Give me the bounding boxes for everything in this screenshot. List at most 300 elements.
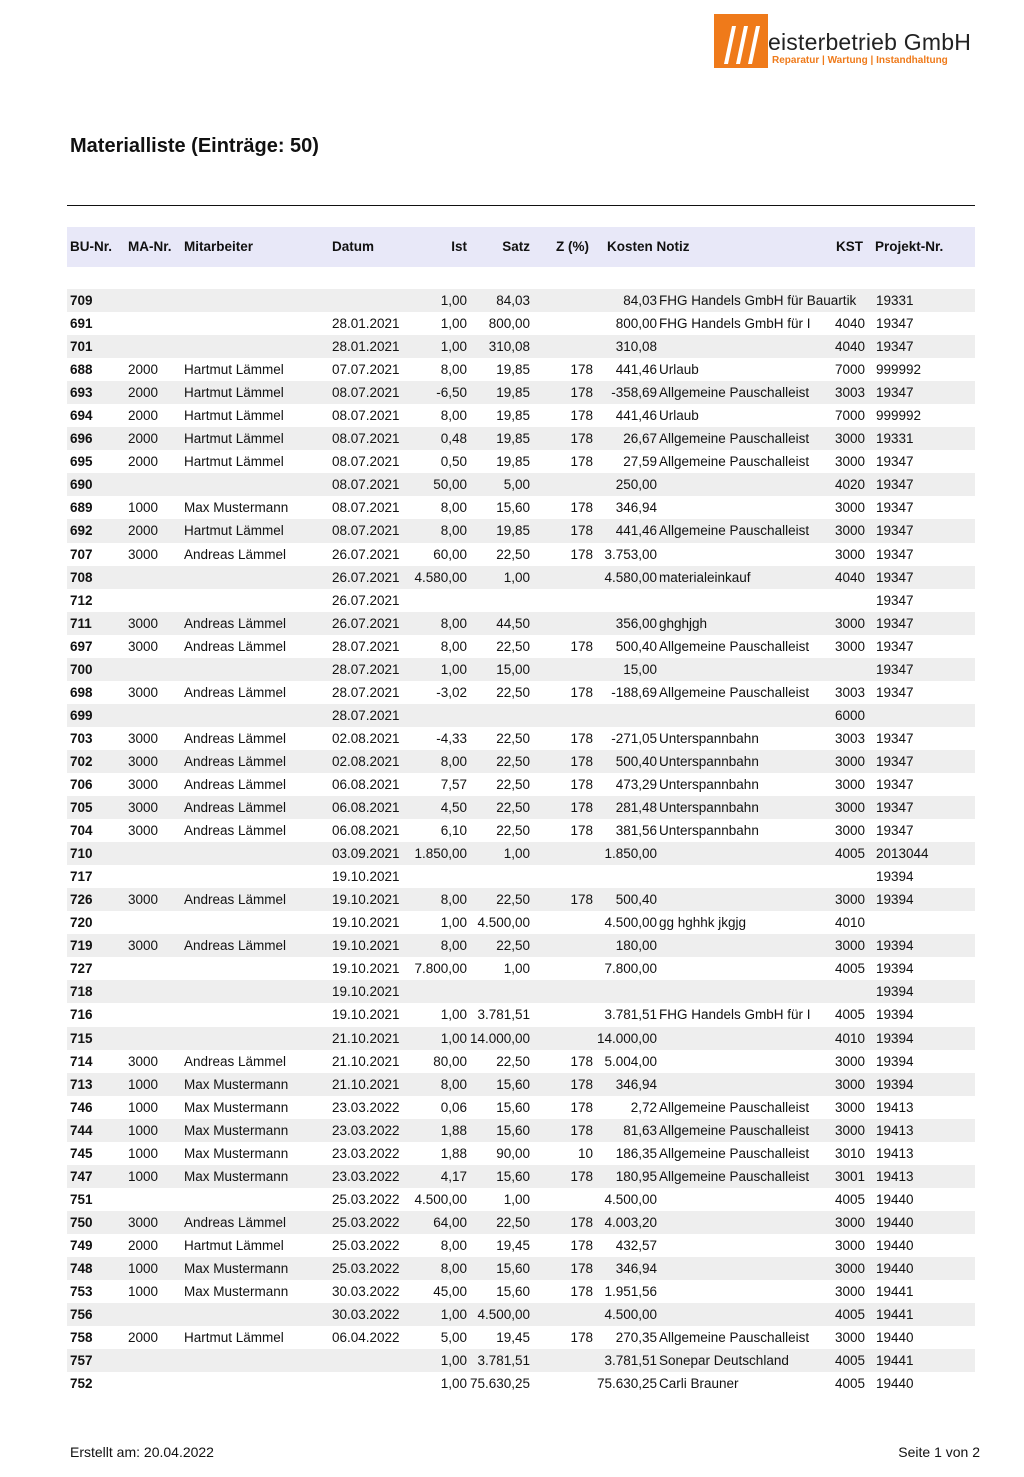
table-row — [67, 1027, 975, 1050]
cell-ist: 7,57 — [440, 776, 467, 792]
cell-notiz: FHG Handels GmbH für I — [659, 316, 811, 332]
cell-datum: 28.07.2021 — [332, 638, 400, 654]
cell-ma-nr: 3000 — [128, 546, 159, 562]
cell-ist: 1,00 — [440, 915, 467, 931]
cell-bu-nr: 700 — [70, 661, 93, 677]
cell-kst: 3000 — [835, 938, 866, 954]
cell-ma-nr: 3000 — [128, 730, 159, 746]
cell-mitarbeiter: Andreas Lämmel — [184, 684, 287, 700]
cell-kosten: 4.500,00 — [604, 915, 657, 931]
cell-ma-nr: 2000 — [128, 362, 159, 378]
cell-kst: 3003 — [835, 730, 866, 746]
cell-datum: 19.10.2021 — [332, 961, 400, 977]
cell-mitarbeiter: Hartmut Lämmel — [184, 408, 284, 424]
cell-mitarbeiter: Andreas Lämmel — [184, 753, 287, 769]
cell-projekt-nr: 19394 — [876, 1053, 914, 1069]
table-row — [67, 358, 975, 381]
cell-ist: 8,00 — [440, 892, 467, 908]
cell-z-percent: 178 — [570, 1284, 593, 1300]
cell-datum: 21.10.2021 — [332, 1030, 400, 1046]
cell-kst: 4005 — [835, 961, 866, 977]
cell-ma-nr: 2000 — [128, 385, 159, 401]
cell-satz: 19,85 — [496, 454, 530, 470]
cell-datum: 06.04.2022 — [332, 1330, 400, 1346]
cell-z-percent: 178 — [570, 730, 593, 746]
cell-projekt-nr: 19347 — [876, 800, 914, 816]
cell-kst: 4005 — [835, 1307, 866, 1323]
cell-datum: 21.10.2021 — [332, 1053, 400, 1069]
cell-ist: 1,00 — [440, 316, 467, 332]
cell-mitarbeiter: Andreas Lämmel — [184, 938, 287, 954]
cell-ist: 1,00 — [440, 1007, 467, 1023]
cell-ist: 4,17 — [440, 1168, 467, 1184]
cell-bu-nr: 694 — [70, 408, 93, 424]
cell-satz: 19,85 — [496, 431, 530, 447]
cell-kosten: 346,94 — [615, 1076, 657, 1092]
cell-kosten: 356,00 — [615, 615, 657, 631]
cell-ma-nr: 3000 — [128, 776, 159, 792]
cell-satz: 15,60 — [496, 1168, 530, 1184]
cell-bu-nr: 718 — [70, 984, 93, 1000]
cell-satz: 14.000,00 — [469, 1030, 530, 1046]
document-title: Materialliste (Einträge: 50) — [70, 135, 319, 157]
col-datum: Datum — [332, 239, 375, 254]
cell-kst: 3000 — [835, 1214, 866, 1230]
col-satz: Satz — [502, 239, 530, 254]
cell-datum: 08.07.2021 — [332, 523, 400, 539]
cell-mitarbeiter: Max Mustermann — [184, 1260, 289, 1276]
cell-z-percent: 178 — [570, 1122, 593, 1138]
cell-kst: 4005 — [835, 1376, 866, 1392]
table-row — [67, 496, 975, 519]
cell-datum: 23.03.2022 — [332, 1122, 400, 1138]
table-row — [67, 543, 975, 566]
cell-projekt-nr: 19331 — [876, 431, 914, 447]
cell-datum: 07.07.2021 — [332, 362, 400, 378]
cell-kst: 4005 — [835, 1191, 866, 1207]
cell-datum: 08.07.2021 — [332, 408, 400, 424]
cell-bu-nr: 699 — [70, 707, 93, 723]
cell-ma-nr: 1000 — [128, 1099, 159, 1115]
table-row — [67, 1257, 975, 1280]
cell-kosten: 14.000,00 — [596, 1030, 657, 1046]
cell-projekt-nr: 19441 — [876, 1284, 914, 1300]
cell-projekt-nr: 19347 — [876, 477, 914, 493]
col-z-percent: Z (%) — [556, 239, 589, 254]
cell-mitarbeiter: Hartmut Lämmel — [184, 1330, 284, 1346]
cell-bu-nr: 698 — [70, 684, 93, 700]
cell-kst: 3000 — [835, 892, 866, 908]
cell-bu-nr: 748 — [70, 1260, 93, 1276]
cell-datum: 25.03.2022 — [332, 1260, 400, 1276]
cell-z-percent: 178 — [570, 823, 593, 839]
cell-ist: 8,00 — [440, 615, 467, 631]
table-row — [67, 1050, 975, 1073]
cell-notiz: Sonepar Deutschland — [659, 1353, 789, 1369]
cell-projekt-nr: 19347 — [876, 592, 914, 608]
cell-satz: 4.500,00 — [477, 915, 530, 931]
cell-notiz: Allgemeine Pauschalleist — [659, 1122, 810, 1138]
cell-notiz: gg hghhk jkgjg — [659, 915, 747, 931]
cell-notiz: Allgemeine Pauschalleist — [659, 454, 810, 470]
cell-kst: 7000 — [835, 408, 866, 424]
cell-satz: 1,00 — [503, 569, 530, 585]
cell-kosten: 75.630,25 — [596, 1376, 657, 1392]
cell-notiz: Allgemeine Pauschalleist — [659, 1145, 810, 1161]
cell-projekt-nr: 19440 — [876, 1330, 914, 1346]
cell-bu-nr: 713 — [70, 1076, 93, 1092]
cell-ma-nr: 2000 — [128, 1330, 159, 1346]
cell-kosten: 346,94 — [615, 500, 657, 516]
cell-notiz: Unterspannbahn — [659, 823, 759, 839]
cell-bu-nr: 709 — [70, 293, 93, 308]
table-row — [67, 819, 975, 842]
cell-notiz: Allgemeine Pauschalleist — [659, 638, 810, 654]
cell-satz: 22,50 — [496, 638, 530, 654]
cell-kst: 3000 — [835, 1076, 866, 1092]
cell-bu-nr: 753 — [70, 1284, 93, 1300]
cell-datum: 28.07.2021 — [332, 661, 400, 677]
cell-ma-nr: 1000 — [128, 1260, 159, 1276]
cell-datum: 06.08.2021 — [332, 776, 400, 792]
cell-bu-nr: 757 — [70, 1353, 93, 1369]
cell-kosten: 441,46 — [615, 523, 657, 539]
cell-ist: 1.850,00 — [414, 846, 467, 862]
cell-datum: 08.07.2021 — [332, 500, 400, 516]
table-row — [67, 381, 975, 404]
table-row — [67, 1349, 975, 1372]
cell-mitarbeiter: Andreas Lämmel — [184, 823, 287, 839]
cell-satz: 5,00 — [503, 477, 530, 493]
cell-projekt-nr: 19347 — [876, 546, 914, 562]
cell-projekt-nr: 19394 — [876, 892, 914, 908]
cell-projekt-nr: 19347 — [876, 661, 914, 677]
cell-projekt-nr: 19347 — [876, 569, 914, 585]
cell-bu-nr: 708 — [70, 569, 93, 585]
cell-satz: 22,50 — [496, 1053, 530, 1069]
cell-z-percent: 178 — [570, 1260, 593, 1276]
table-row — [67, 519, 975, 542]
cell-datum: 23.03.2022 — [332, 1145, 400, 1161]
table-row — [67, 681, 975, 704]
cell-satz: 310,08 — [488, 339, 530, 355]
cell-mitarbeiter: Andreas Lämmel — [184, 800, 287, 816]
cell-bu-nr: 705 — [70, 800, 93, 816]
cell-kst: 4040 — [835, 569, 866, 585]
table-row — [67, 404, 975, 427]
cell-ist: 1,00 — [440, 1353, 467, 1369]
cell-ist: 8,00 — [440, 638, 467, 654]
table-row — [67, 658, 975, 681]
cell-kst: 3010 — [835, 1145, 866, 1161]
cell-satz: 22,50 — [496, 938, 530, 954]
cell-datum: 30.03.2022 — [332, 1307, 400, 1323]
cell-bu-nr: 702 — [70, 753, 93, 769]
cell-bu-nr: 715 — [70, 1030, 93, 1046]
cell-kosten: 3.781,51 — [604, 1353, 657, 1369]
cell-ma-nr: 1000 — [128, 1284, 159, 1300]
cell-notiz: Allgemeine Pauschalleist — [659, 1330, 810, 1346]
cell-mitarbeiter: Max Mustermann — [184, 1284, 289, 1300]
cell-kosten: 500,40 — [615, 753, 657, 769]
cell-satz: 15,60 — [496, 1099, 530, 1115]
cell-ist: 1,00 — [440, 661, 467, 677]
cell-kst: 4010 — [835, 1030, 866, 1046]
cell-ist: 7.800,00 — [414, 961, 467, 977]
cell-z-percent: 178 — [570, 684, 593, 700]
cell-kosten: 4.580,00 — [604, 569, 657, 585]
cell-datum: 19.10.2021 — [332, 984, 400, 1000]
cell-projekt-nr: 19347 — [876, 500, 914, 516]
cell-satz: 15,60 — [496, 500, 530, 516]
cell-satz: 15,60 — [496, 1076, 530, 1092]
cell-datum: 03.09.2021 — [332, 846, 400, 862]
cell-notiz: Urlaub — [659, 408, 699, 424]
cell-projekt-nr: 19394 — [876, 938, 914, 954]
cell-kosten: 1.951,56 — [604, 1284, 657, 1300]
cell-satz: 15,60 — [496, 1284, 530, 1300]
cell-notiz: Unterspannbahn — [659, 730, 759, 746]
cell-satz: 84,03 — [496, 293, 530, 308]
cell-kosten: 1.850,00 — [604, 846, 657, 862]
cell-z-percent: 178 — [570, 454, 593, 470]
cell-bu-nr: 692 — [70, 523, 93, 539]
cell-ist: -3,02 — [436, 684, 467, 700]
cell-satz: 19,85 — [496, 385, 530, 401]
cell-z-percent: 178 — [570, 1099, 593, 1115]
cell-bu-nr: 704 — [70, 823, 93, 839]
cell-projekt-nr: 19413 — [876, 1168, 914, 1184]
cell-projekt-nr: 19440 — [876, 1214, 914, 1230]
cell-kosten: 346,94 — [615, 1260, 657, 1276]
cell-kosten: -271,05 — [611, 730, 657, 746]
cell-datum: 28.01.2021 — [332, 339, 400, 355]
cell-kst: 4005 — [835, 846, 866, 862]
cell-bu-nr: 711 — [70, 615, 92, 631]
cell-kst: 3000 — [835, 753, 866, 769]
cell-projekt-nr: 19413 — [876, 1145, 914, 1161]
cell-ist: 64,00 — [433, 1214, 467, 1230]
cell-datum: 25.03.2022 — [332, 1214, 400, 1230]
cell-bu-nr: 696 — [70, 431, 93, 447]
cell-mitarbeiter: Max Mustermann — [184, 1122, 289, 1138]
title-divider — [67, 205, 975, 206]
cell-mitarbeiter: Andreas Lämmel — [184, 776, 287, 792]
cell-projekt-nr: 19394 — [876, 1076, 914, 1092]
cell-bu-nr: 746 — [70, 1099, 93, 1115]
cell-mitarbeiter: Andreas Lämmel — [184, 892, 287, 908]
cell-kosten: 84,03 — [623, 293, 657, 308]
cell-notiz: FHG Handels GmbH für I — [659, 1007, 811, 1023]
table-row — [67, 589, 975, 612]
table-row — [67, 957, 975, 980]
cell-mitarbeiter: Max Mustermann — [184, 1076, 289, 1092]
cell-kst: 4005 — [835, 1353, 866, 1369]
cell-notiz: materialeinkauf — [659, 569, 751, 585]
cell-datum: 30.03.2022 — [332, 1284, 400, 1300]
cell-datum: 02.08.2021 — [332, 753, 400, 769]
cell-ma-nr: 1000 — [128, 1168, 159, 1184]
table-row — [67, 1211, 975, 1234]
cell-kosten: 5.004,00 — [604, 1053, 657, 1069]
cell-bu-nr: 703 — [70, 730, 93, 746]
cell-ma-nr: 3000 — [128, 800, 159, 816]
cell-notiz: Allgemeine Pauschalleist — [659, 385, 810, 401]
cell-kosten: 250,00 — [615, 477, 657, 493]
cell-satz: 1,00 — [503, 846, 530, 862]
cell-datum: 08.07.2021 — [332, 431, 400, 447]
table-row — [67, 773, 975, 796]
cell-projekt-nr: 19347 — [876, 753, 914, 769]
col-kosten-notiz: Kosten Notiz — [607, 239, 690, 254]
cell-satz: 1,00 — [503, 1191, 530, 1207]
cell-datum: 08.07.2021 — [332, 477, 400, 493]
table-row — [67, 473, 975, 496]
cell-ist: 8,00 — [440, 362, 467, 378]
cell-bu-nr: 693 — [70, 385, 93, 401]
cell-kst: 3000 — [835, 1260, 866, 1276]
cell-kst: 3000 — [835, 1330, 866, 1346]
cell-z-percent: 178 — [570, 1076, 593, 1092]
table-row — [67, 450, 975, 473]
cell-projekt-nr: 19347 — [876, 339, 914, 355]
cell-ist: 80,00 — [433, 1053, 467, 1069]
cell-z-percent: 178 — [570, 500, 593, 516]
cell-satz: 19,85 — [496, 408, 530, 424]
cell-projekt-nr: 19347 — [876, 684, 914, 700]
table-row — [67, 704, 975, 727]
table-row — [67, 566, 975, 589]
cell-datum: 21.10.2021 — [332, 1076, 400, 1092]
cell-ma-nr: 3000 — [128, 615, 159, 631]
cell-kst: 3000 — [835, 1284, 866, 1300]
table-row — [67, 1003, 975, 1026]
cell-projekt-nr: 19347 — [876, 454, 914, 470]
cell-bu-nr: 695 — [70, 454, 93, 470]
cell-bu-nr: 689 — [70, 500, 93, 516]
cell-kosten: 473,29 — [615, 776, 657, 792]
cell-kosten: 4.003,20 — [604, 1214, 657, 1230]
table-row — [67, 750, 975, 773]
cell-notiz: Allgemeine Pauschalleist — [659, 523, 810, 539]
cell-ma-nr: 2000 — [128, 431, 159, 447]
cell-datum: 06.08.2021 — [332, 800, 400, 816]
cell-z-percent: 178 — [570, 776, 593, 792]
cell-projekt-nr: 19347 — [876, 523, 914, 539]
cell-kosten: 180,00 — [615, 938, 657, 954]
cell-ma-nr: 3000 — [128, 1053, 159, 1069]
col-projekt-nr: Projekt-Nr. — [875, 239, 944, 254]
cell-kst: 3000 — [835, 776, 866, 792]
cell-z-percent: 178 — [570, 431, 593, 447]
cell-notiz: Allgemeine Pauschalleist — [659, 1099, 810, 1115]
cell-kst: 3000 — [835, 454, 866, 470]
table-row — [67, 335, 975, 358]
table-row — [67, 727, 975, 750]
cell-mitarbeiter: Andreas Lämmel — [184, 1214, 287, 1230]
table-row — [67, 1073, 975, 1096]
cell-satz: 4.500,00 — [477, 1307, 530, 1323]
cell-z-percent: 178 — [570, 1237, 593, 1253]
cell-z-percent: 178 — [570, 638, 593, 654]
cell-kosten: 81,63 — [623, 1122, 657, 1138]
table-row — [67, 842, 975, 865]
cell-mitarbeiter: Max Mustermann — [184, 1099, 289, 1115]
cell-datum: 23.03.2022 — [332, 1168, 400, 1184]
cell-datum: 26.07.2021 — [332, 546, 400, 562]
cell-kosten: -188,69 — [611, 684, 657, 700]
cell-bu-nr: 745 — [70, 1145, 93, 1161]
cell-kst: 3000 — [835, 1237, 866, 1253]
cell-kosten: 441,46 — [615, 408, 657, 424]
cell-kosten: 3.753,00 — [604, 546, 657, 562]
cell-ist: 1,00 — [440, 339, 467, 355]
cell-z-percent: 178 — [570, 385, 593, 401]
table-row — [67, 934, 975, 957]
cell-kosten: 270,35 — [615, 1330, 657, 1346]
cell-datum: 28.07.2021 — [332, 684, 400, 700]
cell-ist: -6,50 — [436, 385, 467, 401]
cell-projekt-nr: 19440 — [876, 1376, 914, 1392]
cell-projekt-nr: 19347 — [876, 385, 914, 401]
cell-notiz: Allgemeine Pauschalleist — [659, 431, 810, 447]
cell-datum: 02.08.2021 — [332, 730, 400, 746]
cell-bu-nr: 749 — [70, 1237, 93, 1253]
cell-projekt-nr: 999992 — [876, 362, 922, 378]
cell-ma-nr: 2000 — [128, 454, 159, 470]
cell-bu-nr: 690 — [70, 477, 93, 493]
table-row — [67, 911, 975, 934]
cell-kosten: 180,95 — [615, 1168, 657, 1184]
cell-notiz: Unterspannbahn — [659, 776, 759, 792]
cell-ist: 1,00 — [440, 293, 467, 308]
table-row — [67, 1303, 975, 1326]
cell-ma-nr: 3000 — [128, 823, 159, 839]
col-ma-nr: MA-Nr. — [128, 239, 172, 254]
logo-m-mark — [712, 14, 770, 68]
cell-kst: 3000 — [835, 500, 866, 516]
cell-projekt-nr: 19347 — [876, 823, 914, 839]
cell-z-percent: 178 — [570, 408, 593, 424]
company-tagline: Reparatur | Wartung | Instandhaltung — [772, 55, 948, 66]
cell-satz: 19,85 — [496, 362, 530, 378]
cell-datum: 26.07.2021 — [332, 569, 400, 585]
cell-kst: 3001 — [835, 1168, 866, 1184]
table-row — [67, 796, 975, 819]
cell-kst: 3000 — [835, 638, 866, 654]
cell-satz: 15,60 — [496, 1122, 530, 1138]
cell-kst: 6000 — [835, 707, 866, 723]
table-row — [67, 1280, 975, 1303]
col-bu-nr: BU-Nr. — [70, 239, 113, 254]
cell-projekt-nr: 19413 — [876, 1122, 914, 1138]
cell-ist: 8,00 — [440, 408, 467, 424]
cell-mitarbeiter: Hartmut Lämmel — [184, 454, 284, 470]
cell-ist: 8,00 — [440, 1237, 467, 1253]
table-row — [67, 980, 975, 1003]
cell-datum: 26.07.2021 — [332, 592, 400, 608]
cell-projekt-nr: 19394 — [876, 1007, 914, 1023]
cell-kst: 4040 — [835, 316, 866, 332]
cell-projekt-nr: 2013044 — [876, 846, 929, 862]
cell-z-percent: 178 — [570, 1330, 593, 1346]
cell-kosten: 4.500,00 — [604, 1191, 657, 1207]
cell-ma-nr: 1000 — [128, 500, 159, 516]
cell-satz: 19,85 — [496, 523, 530, 539]
cell-bu-nr: 697 — [70, 638, 93, 654]
table-row — [67, 888, 975, 911]
cell-projekt-nr: 19441 — [876, 1307, 914, 1323]
